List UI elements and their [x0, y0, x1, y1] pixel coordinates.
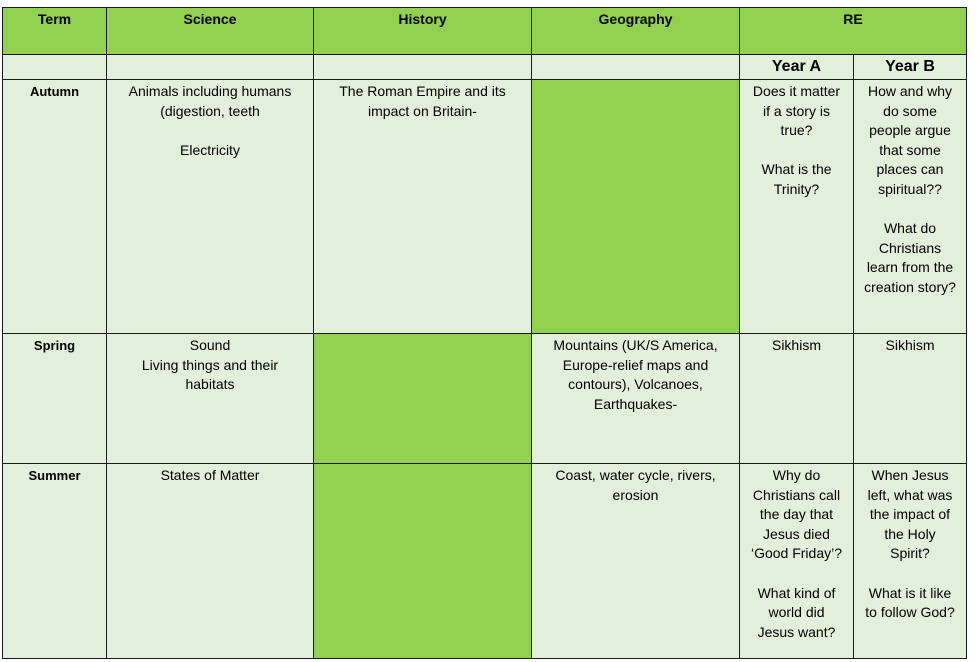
geography-cell [532, 334, 740, 464]
text-line: to follow God? [865, 604, 955, 621]
text-line: the day that [759, 506, 834, 523]
line-gap [746, 564, 847, 584]
text-line: Coast, water cycle, rivers, [555, 467, 716, 483]
text-line: do some [883, 102, 937, 119]
subheader-blank-history [314, 55, 532, 80]
table-row-autumn [3, 80, 967, 334]
text-line: contours), Volcanoes, [568, 376, 703, 393]
text-line: ‘Good Friday’? [750, 545, 843, 562]
text-line: Does it matter [752, 83, 841, 99]
text-line: Christians call [752, 486, 841, 503]
text-line: Sikhism [885, 337, 935, 353]
text-line: habitats [185, 376, 235, 393]
table-row-summer [3, 464, 967, 659]
text-line: Trinity? [773, 180, 820, 197]
text-line: Europe-relief maps and [562, 356, 709, 373]
text-line: Spirit? [890, 545, 930, 562]
text-line: When Jesus [871, 467, 949, 483]
term-cell: Summer [3, 464, 107, 659]
header-history: History [314, 8, 532, 55]
subheader-blank-science [107, 55, 314, 80]
science-cell [107, 334, 314, 464]
text-line: if a story is [763, 102, 830, 119]
text-line: places can [876, 161, 944, 178]
re-year-b-cell [854, 80, 967, 334]
header-science: Science [107, 8, 314, 55]
text-line: What is the [761, 161, 832, 178]
text-line: people argue [869, 122, 951, 139]
text-line: Sound [189, 337, 231, 353]
text-line: world did [768, 604, 825, 621]
re-year-a-cell [740, 334, 854, 464]
header-term: Term [3, 8, 107, 55]
subheader-year-a: Year A [740, 55, 854, 80]
term-cell: Autumn [3, 80, 107, 334]
line-gap [860, 200, 960, 220]
text-line: left, what was [867, 486, 953, 503]
geography-cell [532, 464, 740, 659]
curriculum-table [2, 7, 967, 659]
text-line: Jesus want? [757, 623, 836, 640]
text-line: erosion [612, 486, 659, 503]
subheader-year-b: Year B [854, 55, 967, 80]
line-gap [860, 564, 960, 584]
text-line: Earthquakes- [593, 395, 678, 412]
text-line: Animals including humans [128, 83, 292, 99]
text-line: What kind of [757, 584, 836, 601]
text-line: impact on Britain- [368, 102, 477, 119]
term-cell: Spring [3, 334, 107, 464]
text-line: What is it like [868, 584, 952, 601]
science-cell [107, 80, 314, 334]
text-line: What do [883, 220, 937, 237]
text-line: that some [879, 141, 941, 158]
text-line: Why do [772, 467, 821, 483]
geography-cell-empty [532, 80, 740, 334]
text-line: the impact of [869, 506, 951, 523]
text-line: Christians [878, 239, 942, 256]
subheader-blank-term [3, 55, 107, 80]
text-line: (digestion, teeth [160, 102, 260, 119]
text-line: Mountains (UK/S America, [553, 337, 718, 353]
text-line: true? [780, 122, 813, 139]
re-year-a-cell [740, 464, 854, 659]
line-gap [113, 121, 307, 141]
text-line: The Roman Empire and its [339, 83, 506, 99]
subheader-row [3, 55, 967, 80]
text-line: Living things and their [141, 356, 279, 373]
science-cell [107, 464, 314, 659]
header-row [3, 8, 967, 55]
text-line: Electricity [180, 141, 240, 158]
table-row-spring [3, 334, 967, 464]
subheader-blank-geography [532, 55, 740, 80]
line-gap [746, 141, 847, 161]
text-line: spiritual?? [878, 180, 942, 197]
re-year-b-cell [854, 464, 967, 659]
text-line: States of Matter [160, 467, 260, 483]
header-re: RE [740, 8, 967, 55]
text-line: How and why [867, 83, 953, 99]
text-line: the Holy [884, 525, 936, 542]
text-line: Sikhism [771, 337, 821, 353]
text-line: creation story? [864, 278, 956, 295]
history-cell-empty [314, 334, 532, 464]
text-line: learn from the [866, 259, 954, 276]
re-year-a-cell [740, 80, 854, 334]
text-line: Jesus died [763, 525, 830, 542]
history-cell-empty [314, 464, 532, 659]
re-year-b-cell [854, 334, 967, 464]
history-cell [314, 80, 532, 334]
header-geography: Geography [532, 8, 740, 55]
